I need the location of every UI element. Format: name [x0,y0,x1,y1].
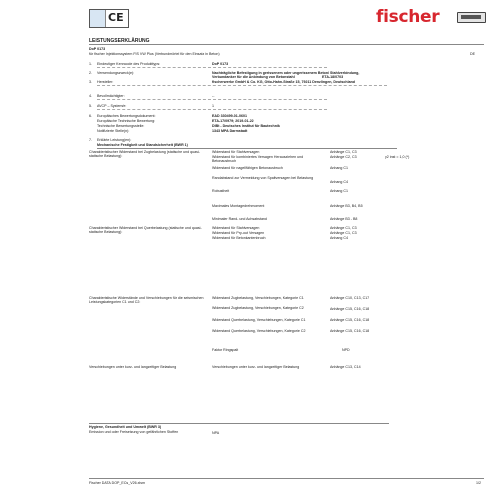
item-3-num: 3. [89,80,92,84]
item-4-label: Bevollmächtigter: [97,94,125,98]
group-2-row-1-desc: Widerstand für Stahlversagen [212,226,260,230]
item-7-num: 7. [89,138,92,142]
bwr3-value: NPA [212,431,220,435]
item-6-row-2-value: DIBt - Deutsches Institut für Bautechnik [212,124,280,128]
footer-page-number: 1/2 [476,481,481,485]
group-1-note: γ2 inst = 1,0 (*) [385,155,410,159]
item-1-value: DoP 0173 [212,62,229,66]
bwr3-divider [89,423,389,424]
footer-filename: Fischer DATA DOP_ECs_V26.xlsm [89,481,145,485]
group-2-char: Charakteristischer Widerstand bei Querbelastung (statische und quasi-statische Belastung): [89,226,202,235]
eu-flag-icon [90,10,106,27]
item-6-row-3-label: Notifizierte Stelle(n): [97,129,130,133]
group-3-row-1-val: Anhänge C10, C13, C17 [330,296,370,300]
group-3-row-5-desc: Faktor Ringspalt [212,348,239,352]
group-1-row-3-desc: Widerstand für nagellfähigen Betonausbruch [212,166,283,170]
group-2-row-2-desc: Widerstand für Pry-out Versagen [212,231,265,235]
group-2-row-1-val: Anhänge C1, C3 [330,226,357,230]
item-2-eta: ETA-18/0703 [322,75,344,79]
group-2-row-3-desc: Widerstand für Betonkantenbruch [212,236,266,240]
brand-logo: fischer [376,7,440,27]
group-1-row-4-val: Anhang C4 [330,180,348,184]
item-2-value: Nachträgliche Befestigung in gerissenem oder ungerissenem Beton/ Stahlverbindung, Verbundanker für die Anbindung von Betonstahl [212,71,360,80]
item-5-value: 1 [212,104,214,108]
group-1-row-2-val: Anhänge C2, C3 [330,155,357,159]
item-4-num: 4. [89,94,92,98]
group-1-row-7-desc: Minimaler Rand- und Achsabstand [212,217,267,221]
group-3-char: Charakteristische Widerstände und Verschiebungen für die seismischen Leistungskategorien C1 und C2: [89,296,204,305]
group-2-row-3-val: Anhang C4 [330,236,348,240]
item-5-num: 5. [89,104,92,108]
language-code: DE [470,52,475,56]
group-1-row-6-desc: Maximales Montagedrehmoment [212,204,265,208]
group-3-row-4-val: Anhänge C15, C16, C18 [330,329,370,333]
item-2-num: 2. [89,71,92,75]
group-1-row-3-val: Anhang C1 [330,166,348,170]
group-3-row-3-desc: Widerstand Querbelastung, Verschiebungen, Kategorie C1 [212,318,306,322]
item-1-line [97,67,327,68]
item-6-num: 6. [89,114,92,118]
document-title: LEISTUNGSERKLÄRUNG [89,38,150,44]
group-3-row-2-val: Anhänge C15, C16, C18 [330,307,370,311]
group-1-char: Charakteristischer Widerstand bei Zugbelastung (statische und quasi-statische Belastung): [89,150,200,159]
item-4-line [97,99,327,100]
item-6-value: EAD 330499-01-0601 [212,114,247,118]
item-3-line [97,85,387,86]
group-4-char: Verschiebungen unter kurz- und langzeitiger Belastung [89,365,177,369]
bwr1-heading: Mechanische Festigkeit und Standsicherheit (BWR 1) [97,143,188,147]
group-1-row-5-desc: Robustheit [212,189,230,193]
bwr1-divider [97,148,397,149]
group-2-row-2-val: Anhänge C1, C3 [330,231,357,235]
footer-divider [89,478,484,479]
item-4-value: -- [212,94,215,98]
title-divider [89,44,484,45]
item-1-label: Eindeutiger Kenncode des Produkttyps: [97,62,161,66]
document-subtitle: für fischer Injektionssystem FIS VW Plus (Verbundmörtel für den Einsatz in Beton) [89,52,220,56]
item-3-value: fischerwerke GmbH & Co. KG, Otto-Hahn-Straße 15, 79211 Denzlingen, Deutschland [212,80,355,84]
item-5-line [97,109,327,110]
group-3-row-5-val: NPD [342,348,350,352]
dop-number: DoP 0173 [89,47,106,51]
item-3-label: Hersteller: [97,80,114,84]
item-5-label: AVCP – System/e: [97,104,127,108]
ce-logo-box [89,9,129,28]
bwr3-label: Emission und oder Freisetzung von gefährlichen Stoffen [89,430,179,434]
product-badge-icon [457,12,486,23]
group-3-row-4-desc: Widerstand Querbelastung, Verschiebungen, Kategorie C2 [212,329,306,333]
item-2-label: Verwendungszweck(e): [97,71,135,75]
item-6-row-1-label: Europäische Technische Bewertung: [97,119,156,123]
group-3-row-1-desc: Widerstand Zugbelastung, Verschiebungen, Kategorie C1 [212,296,304,300]
group-4-row-1-val: Anhänge C13, C14 [330,365,361,369]
ce-mark: CE [108,11,124,24]
group-1-row-7-val: Anhänge B3 - B8 [330,217,358,221]
group-1-row-2-desc: Widerstand für kombiniertes Versagen Herausziehen und Betonausbruch [212,155,304,164]
group-3-row-3-val: Anhänge C15, C16, C18 [330,318,370,322]
group-1-row-5-val: Anhang C1 [330,189,348,193]
item-6-row-1-value: ETA-17/0979; 2019-01-22 [212,119,254,123]
group-4-row-1-desc: Verschiebungen unter kurz- und langzeitiger Belastung [212,365,300,369]
item-6-row-2-label: Technische Bewertungsstelle: [97,124,145,128]
group-1-row-1-desc: Widerstand für Stahlversagen [212,150,260,154]
item-6-row-3-value: 1343 MPA Darmstadt [212,129,248,133]
group-1-row-4-desc: Randabstand zur Vermeidung von Spaltversagen bei Belastung [212,176,314,180]
group-1-row-6-val: Anhänge B3, B4, B5 [330,204,363,208]
item-6-label: Europäisches Bewertungsdokument: [97,114,156,118]
group-3-row-2-desc: Widerstand Zugbelastung, Verschiebungen, Kategorie C2 [212,306,304,310]
bwr3-heading: Hygiene, Gesundheit und Umwelt (BWR 3) [89,425,162,429]
item-1-num: 1. [89,62,92,66]
group-1-row-1-val: Anhänge C1, C3 [330,150,357,154]
item-7-label: Erklärte Leistung(en): [97,138,132,142]
